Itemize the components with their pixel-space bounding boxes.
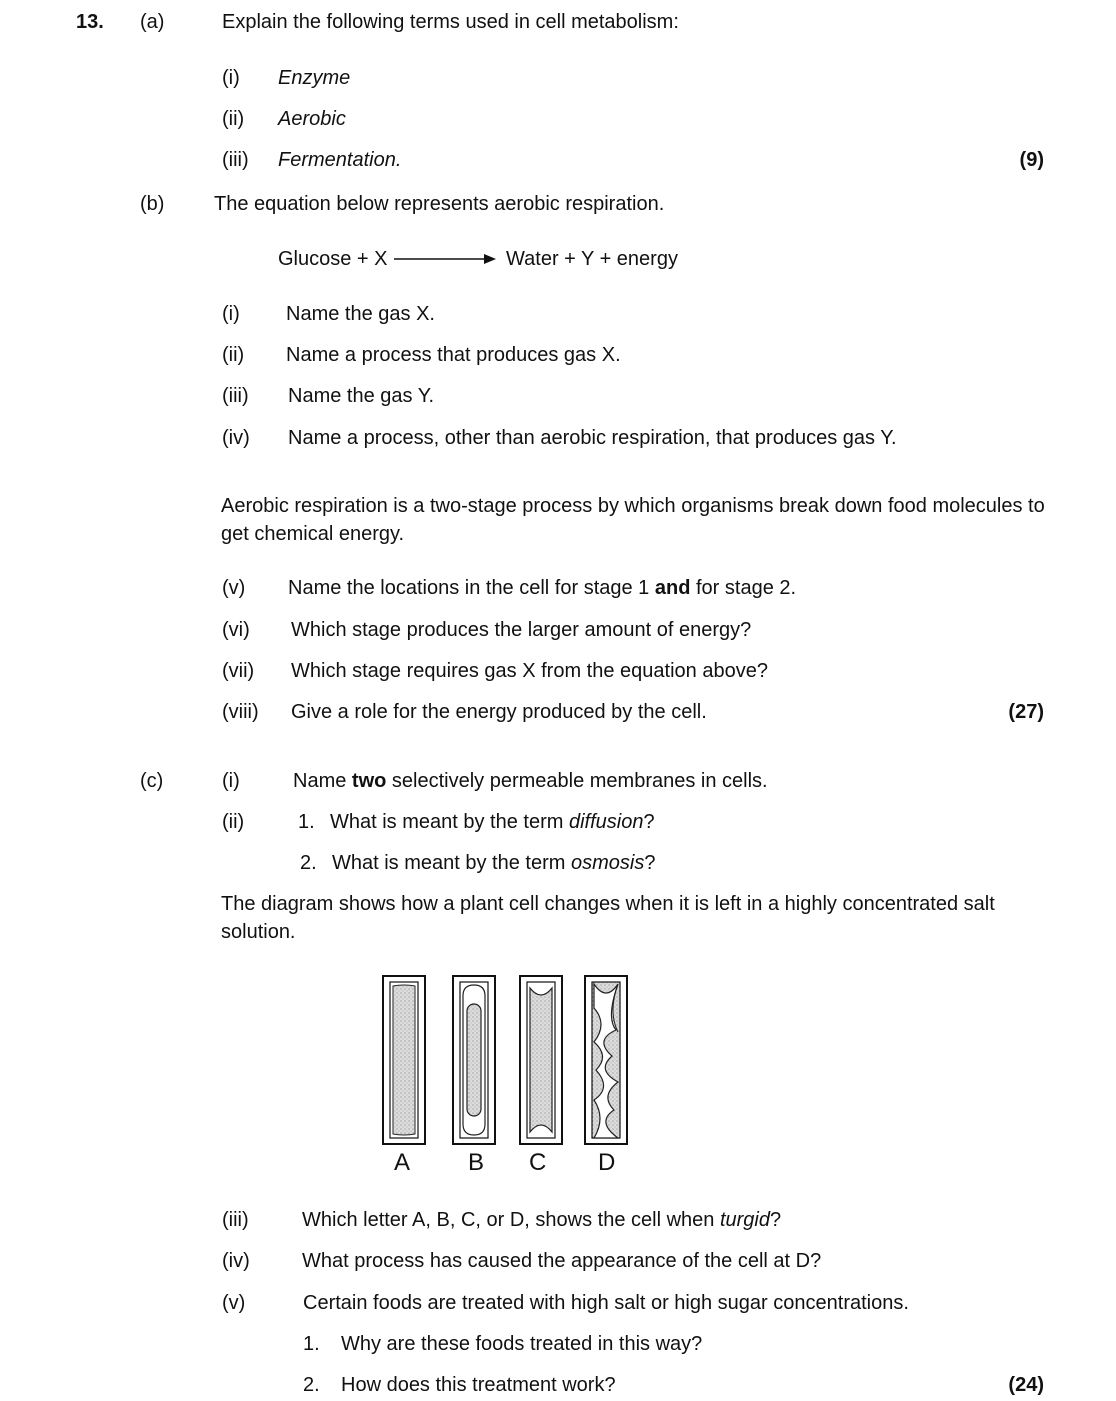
part-c-item-text: What process has caused the appearance of the cell at D? <box>302 1250 822 1272</box>
part-b-item-text: Name the locations in the cell for stage 1 and for stage 2. <box>288 577 797 599</box>
part-c-item-num: (ii) <box>222 811 245 833</box>
part-b-paragraph: Aerobic respiration is a two-stage process by which organisms break down food molecules to get chemical energy. <box>221 495 1045 545</box>
part-b-item-text: Which stage produces the larger amount of energy? <box>291 619 752 641</box>
part-b-item-num: (i) <box>222 303 240 325</box>
part-c-label: (c) <box>140 770 164 792</box>
part-c-paragraph: The diagram shows how a plant cell changes when it is left in a highly concentrated salt solution. <box>221 893 995 943</box>
part-b-item-text: Which stage requires gas X from the equation above? <box>291 660 768 682</box>
part-b-item-num: (v) <box>222 577 246 599</box>
cell-d <box>585 976 627 1144</box>
part-b-item-num: (ii) <box>222 344 245 366</box>
cell-label: A <box>394 1149 411 1176</box>
part-b-marks: (27) <box>1008 701 1044 723</box>
cell-a <box>383 976 425 1144</box>
sub-item-text: What is meant by the term osmosis? <box>332 852 656 874</box>
part-c-item-num: (v) <box>222 1292 246 1314</box>
part-a-marks: (9) <box>1019 149 1044 171</box>
part-b-item-num: (iv) <box>222 427 250 449</box>
part-c-item-text: Which letter A, B, C, or D, shows the cell when turgid? <box>302 1209 782 1231</box>
sub-item-text: How does this treatment work? <box>341 1374 616 1396</box>
part-b-item-text: Name the gas Y. <box>288 385 435 407</box>
part-c-item-text: Certain foods are treated with high salt or high sugar concentrations. <box>303 1292 909 1314</box>
part-c-item-text: Name two selectively permeable membranes in cells. <box>293 770 768 792</box>
part-b-item-text: Name the gas X. <box>286 303 435 325</box>
part-a-item-term: Fermentation. <box>278 149 402 171</box>
part-a-item-num: (ii) <box>222 108 245 130</box>
part-a-item-num: (i) <box>222 67 240 89</box>
part-c-marks: (24) <box>1008 1374 1044 1396</box>
plant-cell-diagram <box>380 972 630 1178</box>
equation-right: Water + Y + energy <box>506 248 678 270</box>
sub-item-text: Why are these foods treated in this way? <box>341 1333 703 1355</box>
sub-item-num: 1. <box>298 811 315 833</box>
plant-cells-figure <box>380 972 630 1178</box>
part-c-item-num: (iv) <box>222 1250 250 1272</box>
part-a-stem: Explain the following terms used in cell metabolism: <box>222 11 679 33</box>
equation-arrow-icon <box>392 250 500 268</box>
question-number: 13. <box>76 11 104 33</box>
sub-item-num: 2. <box>303 1374 320 1396</box>
cell-b <box>453 976 495 1144</box>
part-b-item-num: (viii) <box>222 701 259 723</box>
sub-item-text: What is meant by the term diffusion? <box>330 811 655 833</box>
sub-item-num: 2. <box>300 852 317 874</box>
part-c-item-num: (iii) <box>222 1209 249 1231</box>
part-a-item-term: Enzyme <box>278 67 351 89</box>
sub-item-num: 1. <box>303 1333 320 1355</box>
part-b-item-num: (vii) <box>222 660 255 682</box>
part-b-item-num: (iii) <box>222 385 249 407</box>
cell-label: D <box>598 1149 616 1176</box>
equation-left: Glucose + X <box>278 248 388 270</box>
cell-label: C <box>529 1149 547 1176</box>
part-a-item-num: (iii) <box>222 149 249 171</box>
part-b-item-text: Name a process that produces gas X. <box>286 344 621 366</box>
part-b-item-num: (vi) <box>222 619 250 641</box>
cell-label: B <box>468 1149 485 1176</box>
part-b-label: (b) <box>140 193 165 215</box>
part-a-label: (a) <box>140 11 165 33</box>
part-b-stem: The equation below represents aerobic respiration. <box>214 193 665 215</box>
cell-c <box>520 976 562 1144</box>
part-b-item-text: Give a role for the energy produced by the cell. <box>291 701 707 723</box>
part-c-item-num: (i) <box>222 770 240 792</box>
part-b-item-text: Name a process, other than aerobic respiration, that produces gas Y. <box>288 427 897 449</box>
part-a-item-term: Aerobic <box>278 108 346 130</box>
